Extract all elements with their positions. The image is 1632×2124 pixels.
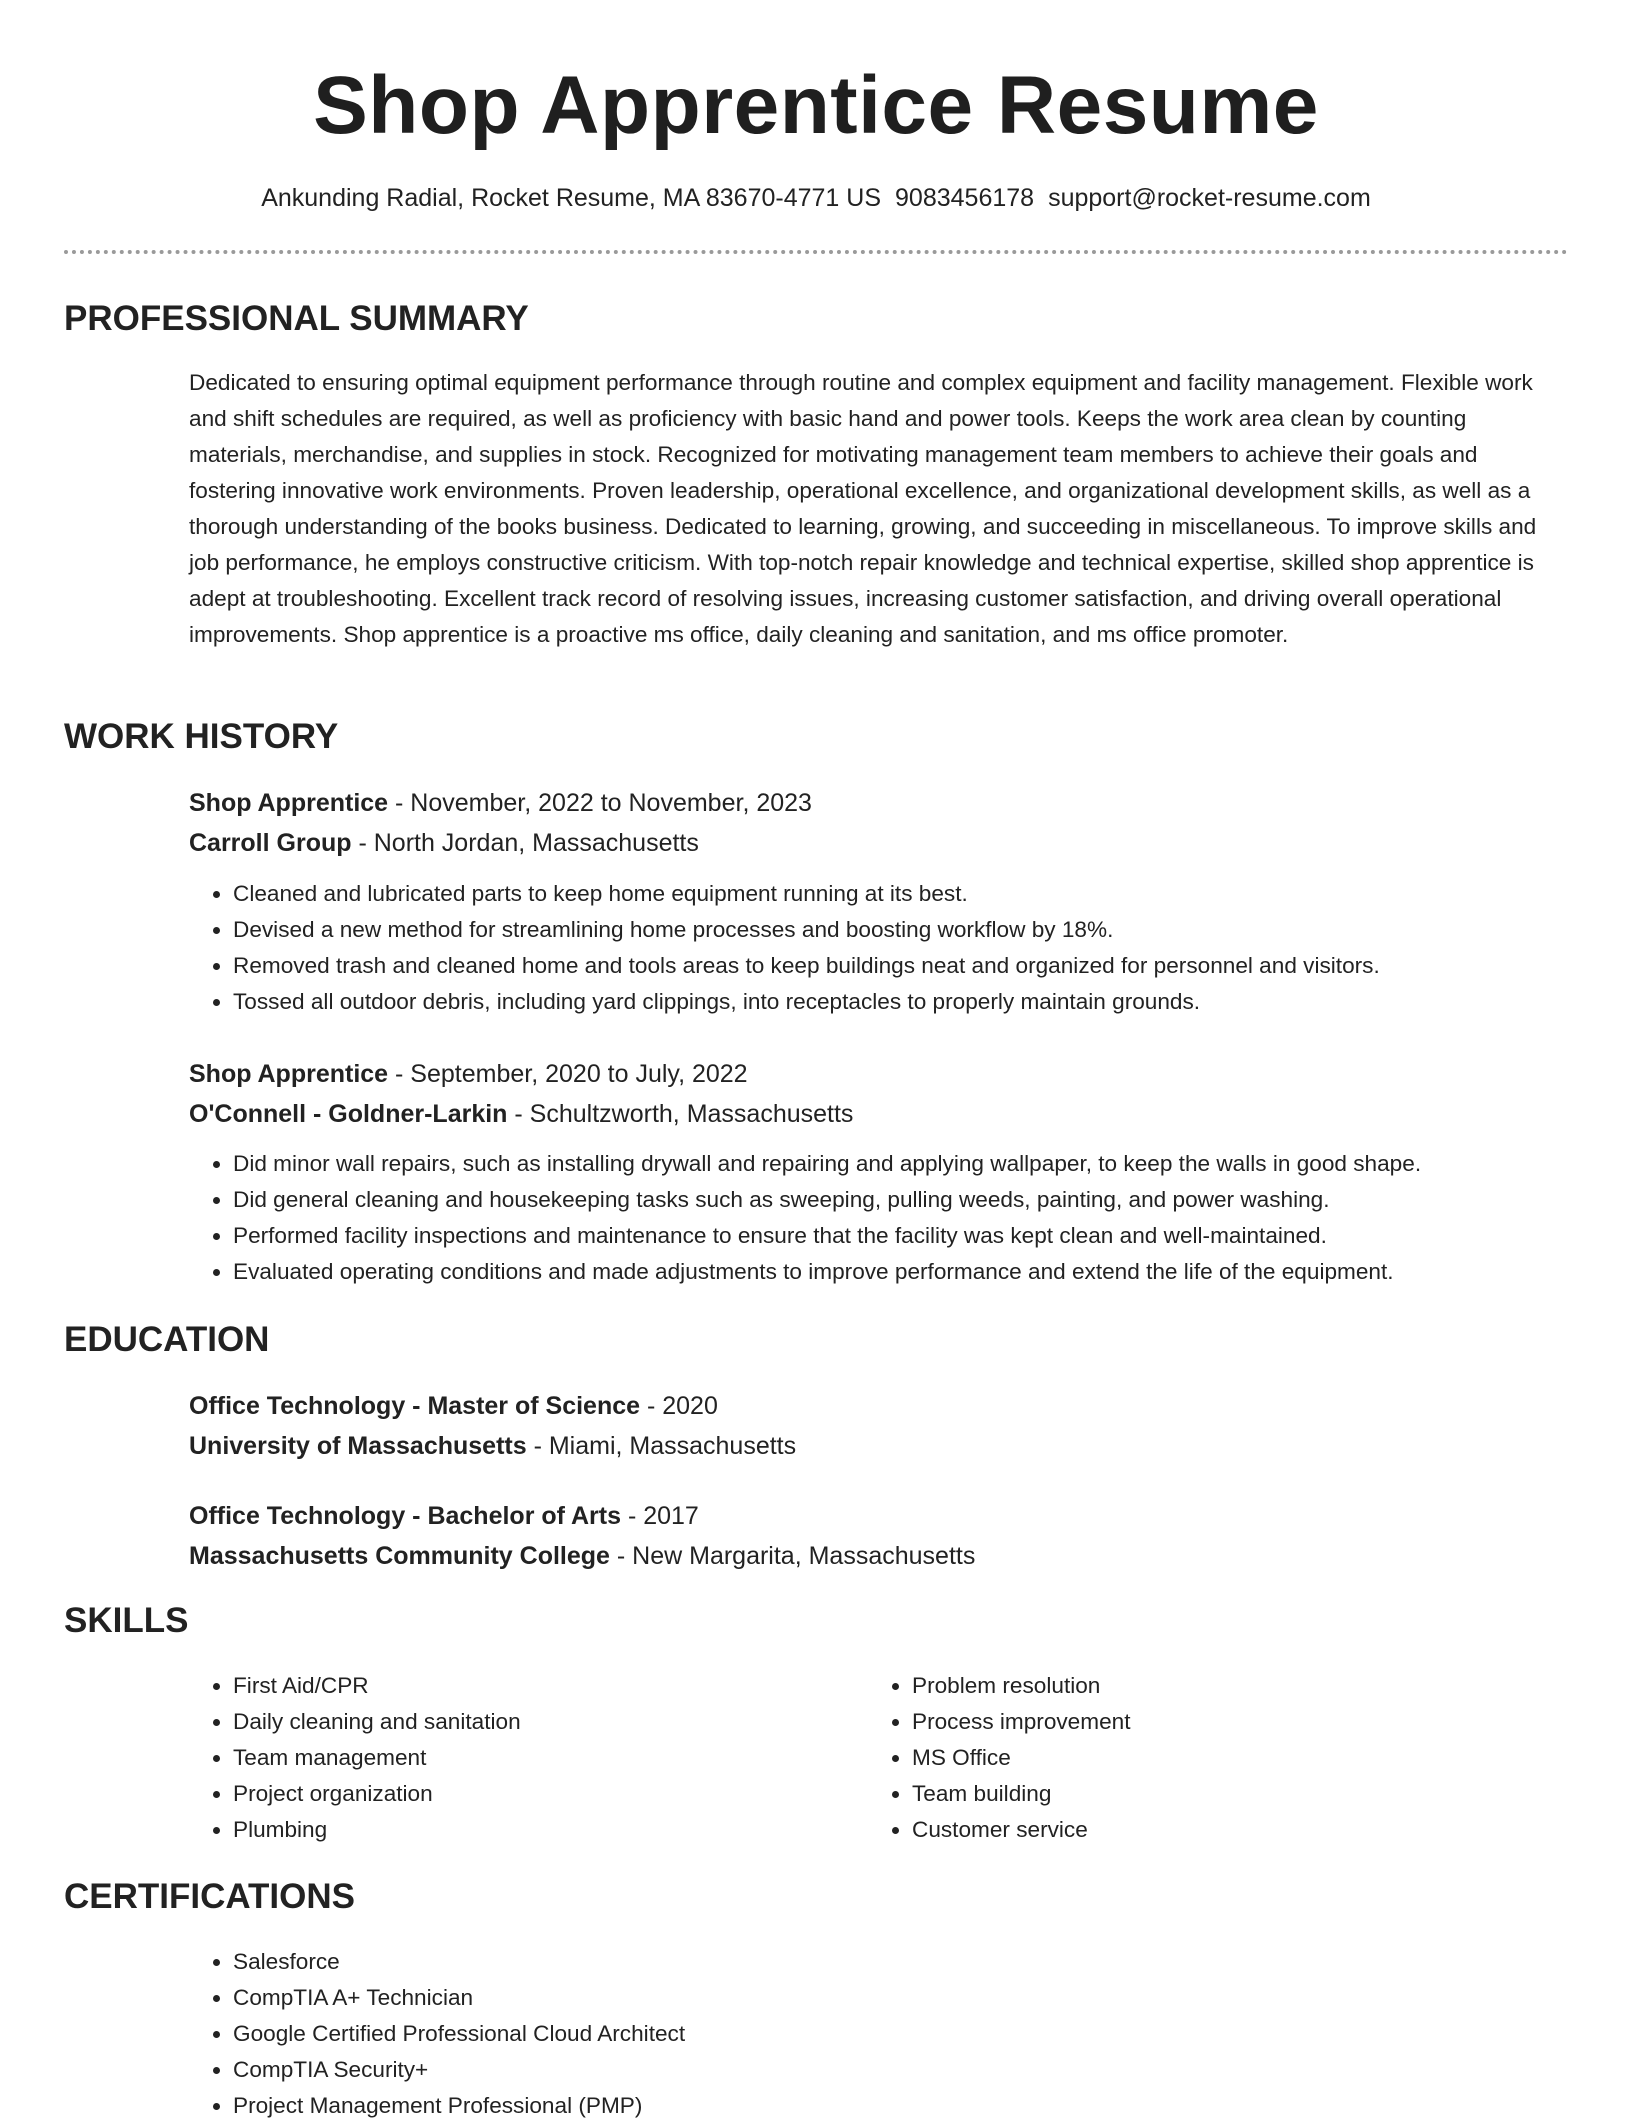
summary-heading: PROFESSIONAL SUMMARY: [64, 299, 529, 338]
list-item: • Process improvement: [912, 1704, 1532, 1740]
list-item: • Problem resolution: [912, 1668, 1532, 1704]
education-school: University of Massachusetts: [189, 1432, 527, 1460]
education-location: - Miami, Massachusetts: [526, 1432, 797, 1460]
work-company: Carroll Group: [189, 829, 352, 857]
education-degree-line: [189, 1386, 1589, 1426]
skills-list-left: [189, 1668, 853, 1848]
summary-text: Dedicated to ensuring optimal equipment performance through routine and complex equipment and facility management. Flexible work and shift schedules are required, as well as proficiency with basic hand and power tools. Keeps the work area clean by counting materials, merchandise, and supplies in stock. Recognized for motivating management team members to achieve their goals and fostering innovative work environments. Proven leadership, operational excellence, and organizational development skills, as well as a thorough understanding of the books business. Dedicated to learning, growing, and succeeding in miscellaneous. To improve skills and job performance, he employs constructive criticism. With top-notch repair knowledge and technical expertise, skilled shop apprentice is adept at troubleshooting. Excellent track record of resolving issues, increasing customer satisfaction, and driving overall operational improvements. Shop apprentice is a proactive ms office, daily cleaning and sanitation, and ms office promoter.: [189, 370, 1537, 647]
work-company-line: [189, 823, 1589, 863]
work-company-line: [189, 1094, 1589, 1134]
work-bullets: [189, 876, 1380, 1020]
education-entry: [189, 1386, 1589, 1466]
certifications-heading: CERTIFICATIONS: [64, 1877, 356, 1916]
list-item: • Tossed all outdoor debris, including yard clippings, into receptacles to properly maintain grounds.: [233, 984, 1380, 1020]
education-year: - 2020: [640, 1392, 718, 1420]
work-role: Shop Apprentice: [189, 789, 389, 817]
education-school: Massachusetts Community College: [189, 1542, 610, 1570]
contact-email[interactable]: support@rocket-resume.com: [1048, 184, 1371, 212]
contact-line: [0, 182, 1632, 214]
list-item: • Did minor wall repairs, such as installing drywall and repairing and applying wallpaper, to keep the walls in good shape.: [233, 1146, 1421, 1182]
education-school-line: [189, 1536, 1589, 1576]
work-entry: [189, 1054, 1589, 1134]
education-degree-line: [189, 1496, 1589, 1536]
work-dates: - September, 2020 to July, 2022: [388, 1060, 748, 1088]
work-history-heading: WORK HISTORY: [64, 717, 339, 756]
list-item: • Did general cleaning and housekeeping tasks such as sweeping, pulling weeds, painting, and power washing.: [233, 1182, 1421, 1218]
contact-address: Ankunding Radial, Rocket Resume, MA 83670-4771 US: [261, 184, 882, 212]
education-school-line: [189, 1426, 1589, 1466]
list-item: • First Aid/CPR: [233, 1668, 853, 1704]
work-location: - Schultzworth, Massachusetts: [507, 1100, 854, 1128]
list-item: • Evaluated operating conditions and made adjustments to improve performance and extend the life of the equipment.: [233, 1254, 1421, 1290]
work-bullets: [189, 1146, 1421, 1290]
education-location: - New Margarita, Massachusetts: [609, 1542, 976, 1570]
list-item: • Customer service: [912, 1812, 1532, 1848]
list-item: • MS Office: [912, 1740, 1532, 1776]
education-degree: Office Technology - Master of Science: [189, 1392, 641, 1420]
work-company: O'Connell - Goldner-Larkin: [189, 1100, 508, 1128]
resume-title: Shop Apprentice Resume: [313, 60, 1319, 151]
skills-list-right: [868, 1668, 1532, 1848]
list-item: • Project Management Professional (PMP): [233, 2088, 685, 2124]
list-item: • Cleaned and lubricated parts to keep home equipment running at its best.: [233, 876, 1380, 912]
certifications-list: [189, 1944, 685, 2124]
work-entry: [189, 783, 1589, 863]
list-item: • Plumbing: [233, 1812, 853, 1848]
list-item: • Devised a new method for streamlining home processes and boosting workflow by 18%.: [233, 912, 1380, 948]
list-item: • Team building: [912, 1776, 1532, 1812]
list-item: • Performed facility inspections and maintenance to ensure that the facility was kept clean and well-maintained.: [233, 1218, 1421, 1254]
list-item: • CompTIA Security+: [233, 2052, 685, 2088]
list-item: • Salesforce: [233, 1944, 685, 1980]
list-item: • Daily cleaning and sanitation: [233, 1704, 853, 1740]
work-role-line: [189, 1054, 1589, 1094]
list-item: • Team management: [233, 1740, 853, 1776]
list-item: • Google Certified Professional Cloud Architect: [233, 2016, 685, 2052]
education-degree: Office Technology - Bachelor of Arts: [189, 1502, 621, 1530]
header-divider: [64, 250, 1568, 254]
education-year: - 2017: [621, 1502, 699, 1530]
list-item: • Project organization: [233, 1776, 853, 1812]
work-dates: - November, 2022 to November, 2023: [388, 789, 812, 817]
list-item: • CompTIA A+ Technician: [233, 1980, 685, 2016]
skills-heading: SKILLS: [64, 1601, 189, 1640]
work-location: - North Jordan, Massachusetts: [351, 829, 699, 857]
education-heading: EDUCATION: [64, 1320, 270, 1359]
contact-phone: 9083456178: [895, 184, 1035, 212]
education-entry: [189, 1496, 1589, 1576]
work-role: Shop Apprentice: [189, 1060, 389, 1088]
list-item: • Removed trash and cleaned home and tools areas to keep buildings neat and organized for personnel and visitors.: [233, 948, 1380, 984]
work-role-line: [189, 783, 1589, 823]
